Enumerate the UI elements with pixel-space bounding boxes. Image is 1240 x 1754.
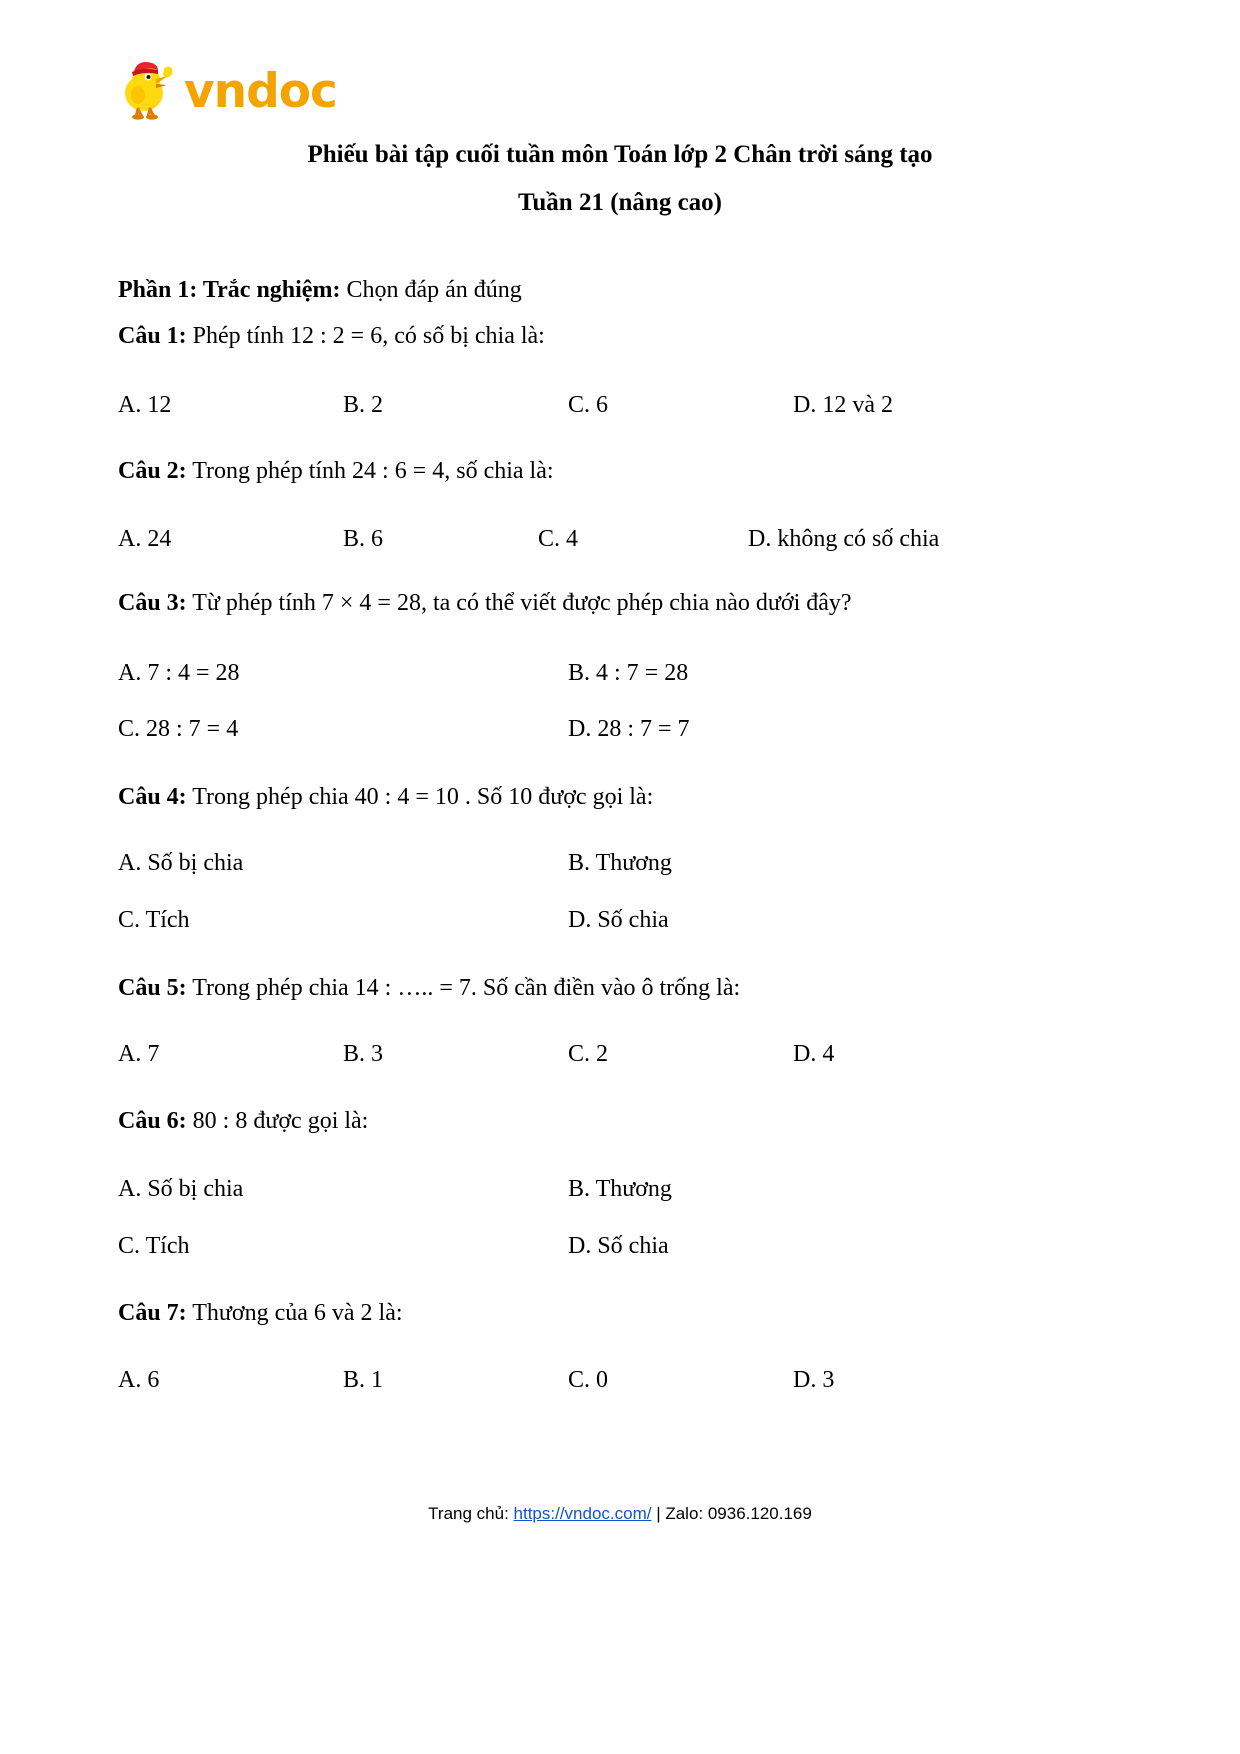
answer-2-c[interactable]: C. 4: [538, 526, 579, 552]
question-7-text: Thương của 6 và 2 là:: [186, 1300, 403, 1326]
answer-6-b[interactable]: B. Thương: [568, 1176, 672, 1202]
answer-4-c[interactable]: C. Tích: [118, 907, 190, 933]
question-3-label: Câu 3:: [118, 590, 187, 616]
question-6: [118, 1106, 1122, 1137]
answer-2-b[interactable]: B. 6: [343, 526, 384, 552]
chick-mascot-icon: [118, 55, 180, 121]
section-heading: [118, 275, 1122, 306]
answer-1-a[interactable]: A. 12: [118, 392, 172, 418]
question-7-label: Câu 7:: [118, 1300, 187, 1326]
section-instruction: Chọn đáp án đúng: [340, 277, 522, 303]
answer-5-d[interactable]: D. 4: [793, 1041, 835, 1067]
answer-2-a[interactable]: A. 24: [118, 526, 172, 552]
answer-5-b[interactable]: B. 3: [343, 1041, 384, 1067]
answer-4-a[interactable]: A. Số bị chia: [118, 850, 244, 876]
question-6-label: Câu 6:: [118, 1108, 187, 1134]
answer-7-d[interactable]: D. 3: [793, 1367, 835, 1393]
site-logo: [118, 52, 337, 124]
answer-4-b[interactable]: B. Thương: [568, 850, 672, 876]
answer-7-c[interactable]: C. 0: [568, 1367, 609, 1393]
answer-7-b[interactable]: B. 1: [343, 1367, 384, 1393]
answer-3-d[interactable]: D. 28 : 7 = 7: [568, 716, 690, 742]
answer-6-d[interactable]: D. Số chia: [568, 1233, 669, 1259]
question-5-label: Câu 5:: [118, 975, 187, 1001]
site-logo-text: vndoc: [184, 63, 337, 119]
answer-7-a[interactable]: A. 6: [118, 1367, 160, 1393]
answer-3-c[interactable]: C. 28 : 7 = 4: [118, 716, 239, 742]
question-3: [118, 588, 1122, 619]
question-5: [118, 973, 1122, 1004]
question-5-text: Trong phép chia 14 : ….. = 7. Số cần điền vào ô trống là:: [186, 975, 741, 1001]
page-subtitle: Tuần 21 (nâng cao): [518, 189, 722, 216]
answer-6-a[interactable]: A. Số bị chia: [118, 1176, 244, 1202]
question-6-text: 80 : 8 được gọi là:: [186, 1108, 369, 1134]
answer-3-a[interactable]: A. 7 : 4 = 28: [118, 660, 240, 686]
question-1: [118, 321, 1122, 352]
answer-1-b[interactable]: B. 2: [343, 392, 384, 418]
footer-homepage-link[interactable]: https://vndoc.com/: [513, 1504, 652, 1523]
question-3-text: Từ phép tính 7 × 4 = 28, ta có thể viết được phép chia nào dưới đây?: [186, 590, 852, 616]
answer-4-d[interactable]: D. Số chia: [568, 907, 669, 933]
answer-6-c[interactable]: C. Tích: [118, 1233, 190, 1259]
page-footer: [0, 1504, 1240, 1524]
question-2: [118, 456, 1122, 487]
question-4: [118, 782, 1122, 813]
question-4-text: Trong phép chia 40 : 4 = 10 . Số 10 được gọi là:: [186, 784, 654, 810]
question-2-label: Câu 2:: [118, 458, 187, 484]
page-title: Phiếu bài tập cuối tuần môn Toán lớp 2 Chân trời sáng tạo: [307, 141, 933, 168]
section-label: Phần 1: Trắc nghiệm:: [118, 277, 341, 303]
question-2-text: Trong phép tính 24 : 6 = 4, số chia là:: [186, 458, 554, 484]
footer-prefix: Trang chủ:: [428, 1504, 514, 1523]
question-7: [118, 1298, 1122, 1329]
question-4-label: Câu 4:: [118, 784, 187, 810]
answer-3-b[interactable]: B. 4 : 7 = 28: [568, 660, 689, 686]
answer-1-c[interactable]: C. 6: [568, 392, 609, 418]
answer-1-d[interactable]: D. 12 và 2: [793, 392, 893, 418]
answer-2-d[interactable]: D. không có số chia: [748, 526, 940, 552]
footer-suffix: | Zalo: 0936.120.169: [651, 1504, 812, 1523]
question-1-label: Câu 1:: [118, 323, 187, 349]
answer-5-a[interactable]: A. 7: [118, 1041, 160, 1067]
answer-5-c[interactable]: C. 2: [568, 1041, 609, 1067]
question-1-text: Phép tính 12 : 2 = 6, có số bị chia là:: [186, 323, 545, 349]
